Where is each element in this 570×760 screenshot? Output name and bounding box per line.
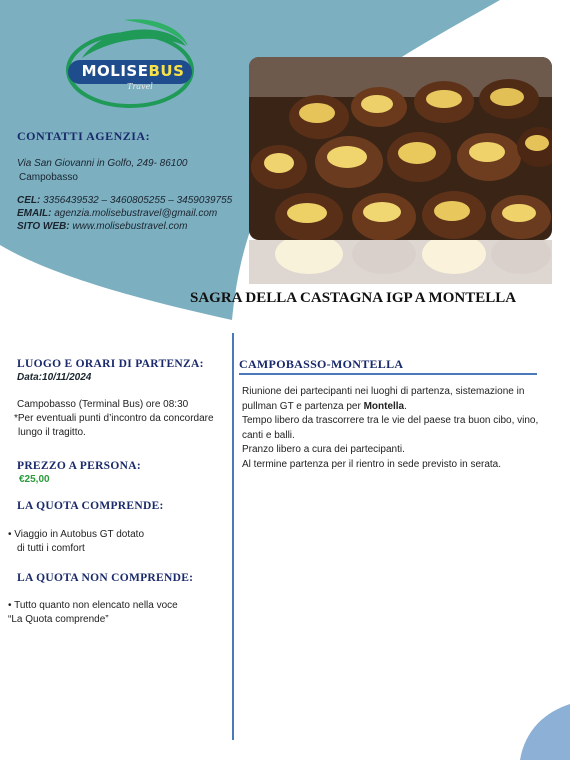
chestnuts-photo xyxy=(249,57,552,240)
itinerary-line: canti e balli. xyxy=(242,429,295,441)
includes-title: LA QUOTA COMPRENDE: xyxy=(17,500,164,512)
itinerary-line: Tempo libero da trascorrere tra le vie del paese tra buon cibo, vino, xyxy=(242,415,539,426)
phone-numbers[interactable]: 3356439532 – 3460805255 – 3459039755 xyxy=(43,195,233,206)
event-title: SAGRA DELLA CASTAGNA IGP A MONTELLA xyxy=(190,290,517,306)
departure-location: Campobasso (Terminal Bus) ore 08:30 xyxy=(17,399,189,410)
email-line xyxy=(17,208,217,219)
price-title: PREZZO A PERSONA: xyxy=(17,460,141,472)
departure-note-cont: lungo il tragitto. xyxy=(18,427,86,438)
excludes-item: • Tutto quanto non elencato nella voce xyxy=(8,600,178,611)
departure-note: *Per eventuali punti d’incontro da concordare xyxy=(14,413,214,424)
logo-subtitle: Travel xyxy=(127,82,153,91)
itinerary-line: Al termine partenza per il rientro in sede previsto in serata. xyxy=(242,458,502,470)
itinerary-title: CAMPOBASSO-MONTELLA xyxy=(239,357,404,371)
excludes-title: LA QUOTA NON COMPRENDE: xyxy=(17,572,194,584)
address-line-2: Campobasso xyxy=(19,172,78,183)
website-link[interactable]: www.molisebustravel.com xyxy=(72,221,188,232)
price-value: €25,00 xyxy=(19,474,50,485)
website-line xyxy=(17,221,187,232)
phone-label: CEL: xyxy=(17,195,41,206)
itinerary-line: Riunione dei partecipanti nei luoghi di partenza, sistemazione in xyxy=(242,386,525,397)
address-line-1: Via San Giovanni in Golfo, 249- 86100 xyxy=(17,158,188,169)
agency-address xyxy=(17,157,188,185)
email-link[interactable]: agenzia.molisebustravel@gmail.com xyxy=(54,208,218,219)
itinerary-line: pullman GT e partenza per Montella. xyxy=(242,400,407,412)
contacts-title: CONTATTI AGENZIA: xyxy=(17,129,151,143)
includes-item: • Viaggio in Autobus GT dotato xyxy=(8,529,145,540)
includes-item-cont: di tutti i comfort xyxy=(17,543,85,554)
chestnuts-image xyxy=(249,57,552,240)
website-label: SITO WEB: xyxy=(17,221,70,232)
destination-name: Montella xyxy=(363,400,405,412)
column-divider xyxy=(232,333,234,740)
excludes-item-cont: “La Quota comprende” xyxy=(8,614,109,625)
itinerary-text xyxy=(242,385,562,472)
photo-reflection xyxy=(249,240,552,284)
itinerary-line: Pranzo libero a cura dei partecipanti. xyxy=(242,444,405,455)
itinerary-underline xyxy=(239,373,537,375)
phone-line xyxy=(17,195,232,206)
logo-text: MOLISEBUS xyxy=(81,62,185,80)
email-label: EMAIL: xyxy=(17,208,52,219)
departure-date: Data:10/11/2024 xyxy=(17,372,92,383)
departure-title: LUOGO E ORARI DI PARTENZA: xyxy=(17,358,204,370)
